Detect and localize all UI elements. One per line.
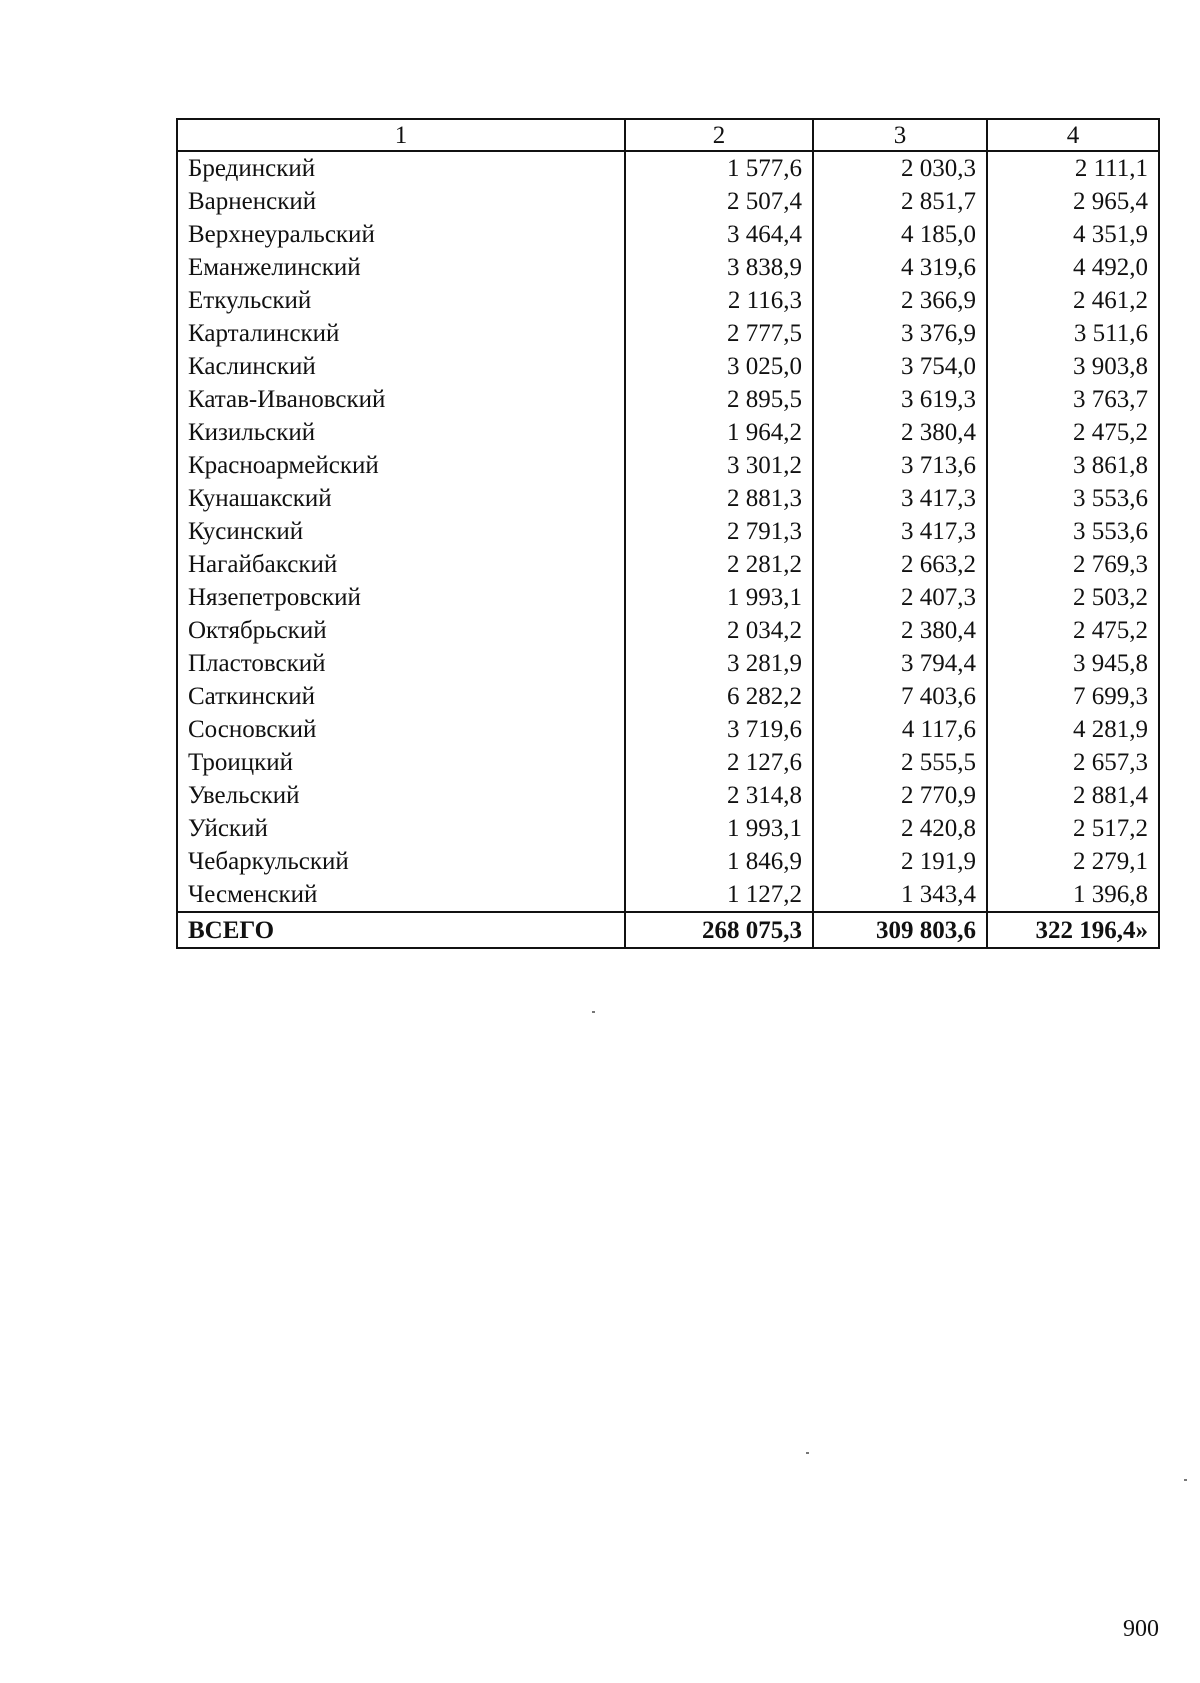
value-col-2: 3 281,9 — [625, 647, 813, 680]
column-header-1: 1 — [177, 119, 625, 151]
table-row — [177, 647, 1159, 680]
value-col-4: 4 281,9 — [987, 713, 1159, 746]
value-col-4: 2 475,2 — [987, 416, 1159, 449]
value-col-3: 2 851,7 — [813, 185, 987, 218]
total-label: ВСЕГО — [177, 912, 625, 948]
table-row — [177, 482, 1159, 515]
value-col-2: 3 301,2 — [625, 449, 813, 482]
value-col-3: 2 030,3 — [813, 151, 987, 185]
value-col-4: 2 111,1 — [987, 151, 1159, 185]
value-col-4: 3 945,8 — [987, 647, 1159, 680]
column-header-3: 3 — [813, 119, 987, 151]
table-row — [177, 284, 1159, 317]
value-col-3: 1 343,4 — [813, 878, 987, 912]
value-col-4: 4 351,9 — [987, 218, 1159, 251]
value-col-4: 1 396,8 — [987, 878, 1159, 912]
value-col-4: 3 763,7 — [987, 383, 1159, 416]
total-col-3: 309 803,6 — [813, 912, 987, 948]
district-name: Кусинский — [177, 515, 625, 548]
table-row — [177, 812, 1159, 845]
column-header-4: 4 — [987, 119, 1159, 151]
value-col-4: 3 553,6 — [987, 482, 1159, 515]
value-col-3: 2 191,9 — [813, 845, 987, 878]
district-name: Варненский — [177, 185, 625, 218]
table-row — [177, 383, 1159, 416]
value-col-3: 3 376,9 — [813, 317, 987, 350]
district-name: Саткинский — [177, 680, 625, 713]
scan-speck — [1184, 1479, 1187, 1481]
value-col-2: 2 895,5 — [625, 383, 813, 416]
value-col-2: 1 127,2 — [625, 878, 813, 912]
district-name: Увельский — [177, 779, 625, 812]
district-name: Октябрьский — [177, 614, 625, 647]
table-row — [177, 449, 1159, 482]
district-name: Кизильский — [177, 416, 625, 449]
district-name: Сосновский — [177, 713, 625, 746]
value-col-2: 1 964,2 — [625, 416, 813, 449]
total-col-2: 268 075,3 — [625, 912, 813, 948]
value-col-3: 2 380,4 — [813, 614, 987, 647]
district-name: Чебаркульский — [177, 845, 625, 878]
value-col-4: 2 769,3 — [987, 548, 1159, 581]
district-name: Нязепетровский — [177, 581, 625, 614]
value-col-3: 4 319,6 — [813, 251, 987, 284]
value-col-3: 3 619,3 — [813, 383, 987, 416]
value-col-3: 3 754,0 — [813, 350, 987, 383]
scan-speck — [592, 1011, 595, 1013]
value-col-3: 4 185,0 — [813, 218, 987, 251]
value-col-4: 2 503,2 — [987, 581, 1159, 614]
value-col-2: 1 577,6 — [625, 151, 813, 185]
table-row — [177, 350, 1159, 383]
value-col-2: 2 127,6 — [625, 746, 813, 779]
value-col-4: 2 965,4 — [987, 185, 1159, 218]
table-row — [177, 878, 1159, 912]
value-col-3: 2 407,3 — [813, 581, 987, 614]
value-col-3: 2 770,9 — [813, 779, 987, 812]
table-row — [177, 581, 1159, 614]
district-name: Карталинский — [177, 317, 625, 350]
table-header — [177, 119, 1159, 151]
district-name: Троицкий — [177, 746, 625, 779]
page-number: 900 — [1123, 1616, 1159, 1642]
column-header-2: 2 — [625, 119, 813, 151]
value-col-4: 3 861,8 — [987, 449, 1159, 482]
value-col-3: 2 555,5 — [813, 746, 987, 779]
table-row — [177, 548, 1159, 581]
value-col-3: 3 417,3 — [813, 482, 987, 515]
table-row — [177, 680, 1159, 713]
district-name: Пластовский — [177, 647, 625, 680]
table-row — [177, 218, 1159, 251]
value-col-2: 2 034,2 — [625, 614, 813, 647]
value-col-4: 3 903,8 — [987, 350, 1159, 383]
value-col-2: 3 464,4 — [625, 218, 813, 251]
value-col-2: 2 314,8 — [625, 779, 813, 812]
table-row — [177, 251, 1159, 284]
value-col-2: 1 993,1 — [625, 581, 813, 614]
district-name: Нагайбакский — [177, 548, 625, 581]
value-col-2: 1 846,9 — [625, 845, 813, 878]
table-row — [177, 614, 1159, 647]
district-name: Брединский — [177, 151, 625, 185]
value-col-4: 2 881,4 — [987, 779, 1159, 812]
table-body — [177, 151, 1159, 948]
value-col-4: 2 461,2 — [987, 284, 1159, 317]
value-col-3: 3 794,4 — [813, 647, 987, 680]
value-col-4: 2 657,3 — [987, 746, 1159, 779]
table-row — [177, 713, 1159, 746]
total-row — [177, 912, 1159, 948]
district-name: Каслинский — [177, 350, 625, 383]
table-row — [177, 515, 1159, 548]
value-col-4: 2 517,2 — [987, 812, 1159, 845]
table-row — [177, 185, 1159, 218]
district-name: Чесменский — [177, 878, 625, 912]
district-name: Катав-Ивановский — [177, 383, 625, 416]
value-col-4: 4 492,0 — [987, 251, 1159, 284]
budget-table — [176, 118, 1160, 949]
header-row — [177, 119, 1159, 151]
value-col-2: 6 282,2 — [625, 680, 813, 713]
value-col-2: 2 881,3 — [625, 482, 813, 515]
value-col-4: 3 553,6 — [987, 515, 1159, 548]
district-name: Кунашакский — [177, 482, 625, 515]
value-col-3: 2 663,2 — [813, 548, 987, 581]
value-col-2: 3 838,9 — [625, 251, 813, 284]
table-row — [177, 845, 1159, 878]
value-col-2: 1 993,1 — [625, 812, 813, 845]
value-col-4: 2 475,2 — [987, 614, 1159, 647]
value-col-3: 3 713,6 — [813, 449, 987, 482]
total-col-4: 322 196,4» — [987, 912, 1159, 948]
value-col-2: 2 116,3 — [625, 284, 813, 317]
scan-speck — [806, 1452, 809, 1454]
value-col-2: 2 281,2 — [625, 548, 813, 581]
value-col-3: 2 420,8 — [813, 812, 987, 845]
value-col-4: 7 699,3 — [987, 680, 1159, 713]
value-col-3: 2 366,9 — [813, 284, 987, 317]
table-row — [177, 416, 1159, 449]
value-col-2: 2 777,5 — [625, 317, 813, 350]
value-col-2: 3 025,0 — [625, 350, 813, 383]
district-name: Уйский — [177, 812, 625, 845]
value-col-2: 2 507,4 — [625, 185, 813, 218]
value-col-3: 7 403,6 — [813, 680, 987, 713]
district-name: Еткульский — [177, 284, 625, 317]
value-col-4: 3 511,6 — [987, 317, 1159, 350]
value-col-3: 4 117,6 — [813, 713, 987, 746]
table-row — [177, 779, 1159, 812]
value-col-3: 3 417,3 — [813, 515, 987, 548]
table-row — [177, 746, 1159, 779]
value-col-2: 3 719,6 — [625, 713, 813, 746]
district-name: Красноармейский — [177, 449, 625, 482]
value-col-4: 2 279,1 — [987, 845, 1159, 878]
value-col-2: 2 791,3 — [625, 515, 813, 548]
table-row — [177, 151, 1159, 185]
value-col-3: 2 380,4 — [813, 416, 987, 449]
district-name: Верхнеуральский — [177, 218, 625, 251]
district-name: Еманжелинский — [177, 251, 625, 284]
table-row — [177, 317, 1159, 350]
